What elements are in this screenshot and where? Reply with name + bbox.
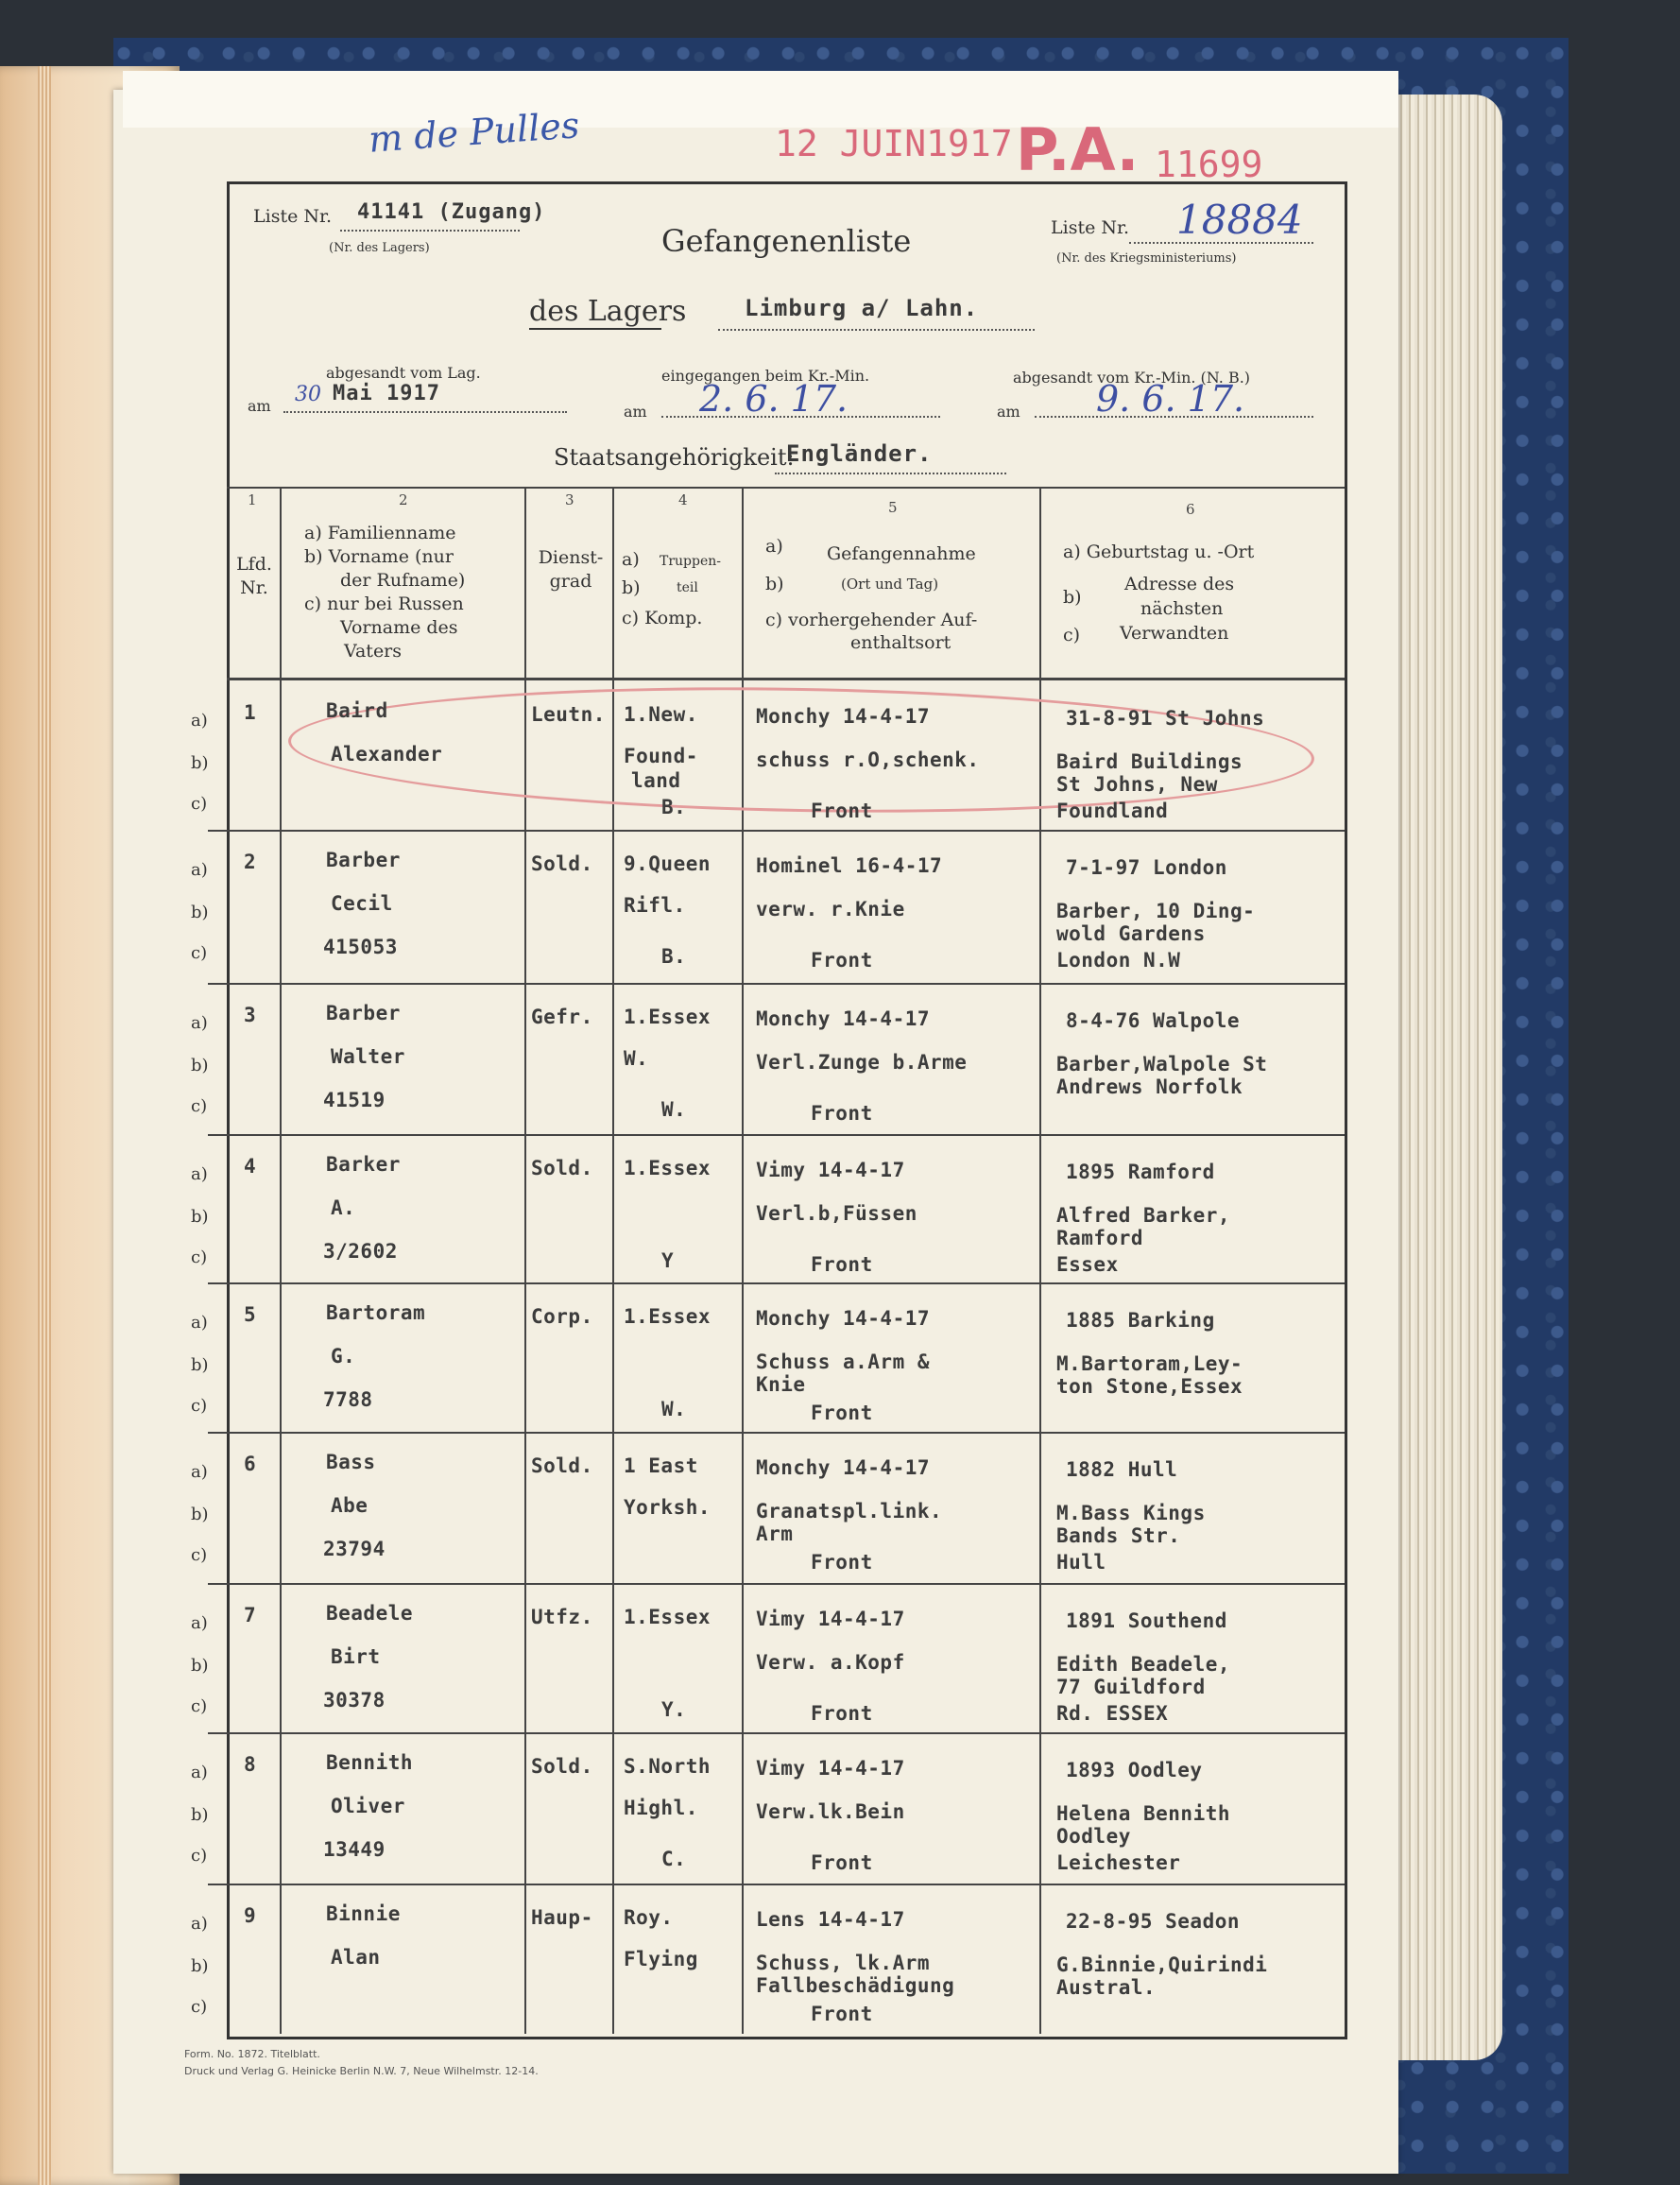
name-surname: Baird <box>326 699 388 722</box>
name-firstname: Abe <box>331 1494 369 1517</box>
relative-line: Edith Beadele, <box>1056 1653 1231 1676</box>
col-divider <box>280 487 282 2034</box>
relative-line: Andrews Norfolk <box>1056 1075 1243 1098</box>
row-label: b) <box>191 1805 209 1825</box>
row-divider <box>208 1134 1345 1136</box>
name-surname: Binnie <box>326 1902 401 1925</box>
col4-header-line: teil <box>677 580 698 595</box>
liste-underline <box>340 230 520 232</box>
row-label: c) <box>191 1696 208 1716</box>
rank: Sold. <box>531 1157 593 1179</box>
rank: Sold. <box>531 852 593 875</box>
unit-line: Found- <box>624 745 698 767</box>
page-stack-edges <box>1389 95 1502 2060</box>
col6-header-line: c) <box>1063 625 1081 645</box>
row-number: 2 <box>244 851 257 873</box>
rank: Sold. <box>531 1454 593 1477</box>
liste2-caption: (Nr. des Kriegsministeriums) <box>1056 251 1237 266</box>
row-label: b) <box>191 1056 209 1075</box>
relative-line: Ramford <box>1056 1227 1144 1249</box>
lager-label: des Lagers <box>529 295 687 328</box>
unit-line: W. <box>661 1398 687 1420</box>
name-firstname: Alexander <box>331 743 443 766</box>
sent2-underline <box>1035 416 1313 418</box>
capture-line: Schuss a.Arm & <box>756 1351 931 1373</box>
name-firstname: Alan <box>331 1946 381 1969</box>
row-label: c) <box>191 794 208 814</box>
unit-line: Y. <box>661 1698 687 1721</box>
form-number: Form. No. 1872. Titelblatt. <box>184 2048 320 2060</box>
relative-line: 8-4-76 Walpole <box>1066 1009 1241 1032</box>
col-num-5: 5 <box>888 499 898 516</box>
capture-line: Hominel 16-4-17 <box>756 854 943 877</box>
liste-label: Liste Nr. <box>253 206 333 227</box>
row-number: 5 <box>244 1303 257 1326</box>
name-service-number: 30378 <box>323 1689 386 1712</box>
lager-underline <box>718 329 1035 331</box>
relative-line: Essex <box>1056 1253 1119 1276</box>
capture-line: Front <box>811 1402 873 1424</box>
col5-header-line: c) vorhergehender Auf- <box>765 610 978 630</box>
row-label: a) <box>191 1313 208 1333</box>
relative-line: Helena Bennith <box>1056 1802 1231 1825</box>
am-label-1: am <box>248 397 271 415</box>
capture-line: verw. r.Knie <box>756 898 905 920</box>
am-label-2: am <box>624 403 647 421</box>
capture-line: Front <box>811 1702 873 1725</box>
col-num-6: 6 <box>1186 501 1195 518</box>
col6-header-line: a) Geburtstag u. -Ort <box>1063 542 1255 562</box>
row-number: 9 <box>244 1904 257 1927</box>
name-firstname: A. <box>331 1196 356 1219</box>
col-num-4: 4 <box>678 491 688 508</box>
table-top-line <box>227 487 1345 489</box>
col1-header-line: Lfd. <box>236 554 272 575</box>
name-firstname: Birt <box>331 1645 381 1668</box>
capture-line: Front <box>811 1102 873 1125</box>
row-divider <box>208 1583 1345 1585</box>
rank: Gefr. <box>531 1006 593 1028</box>
row-number: 4 <box>244 1155 257 1178</box>
capture-line: Lens 14-4-17 <box>756 1908 905 1931</box>
unit-line: B. <box>661 796 687 818</box>
row-label: c) <box>191 1846 208 1866</box>
unit-line: Rifl. <box>624 894 686 917</box>
liste-caption: (Nr. des Lagers) <box>329 241 430 255</box>
capture-line: Front <box>811 800 873 822</box>
rank: Utfz. <box>531 1606 593 1628</box>
relative-line: 22-8-95 Seadon <box>1066 1910 1241 1933</box>
capture-line: Front <box>811 2003 873 2025</box>
relative-line: 77 Guildford <box>1056 1676 1206 1698</box>
name-firstname: Cecil <box>331 892 393 915</box>
col4-header-line: a) <box>622 549 640 570</box>
capture-line: Verl.b,Füssen <box>756 1202 917 1225</box>
relative-line: 1891 Southend <box>1066 1609 1227 1632</box>
sent-day: 30 <box>295 383 321 406</box>
row-label: c) <box>191 1247 208 1267</box>
row-number: 8 <box>244 1753 257 1776</box>
row-label: b) <box>191 1207 209 1227</box>
sent2-caption: abgesandt vom Kr.-Min. (N. B.) <box>1013 369 1251 387</box>
col-num-3: 3 <box>565 491 574 508</box>
capture-line: Front <box>811 1253 873 1276</box>
unit-line: land <box>631 769 681 792</box>
nationality-underline <box>775 473 1006 474</box>
col4-header-line: Truppen- <box>660 554 722 569</box>
sent-underline <box>283 411 567 413</box>
capture-line: Knie <box>756 1373 806 1396</box>
relative-line: Alfred Barker, <box>1056 1204 1231 1227</box>
relative-line: Hull <box>1056 1551 1106 1574</box>
handwritten-note: m de Pulles <box>367 104 581 161</box>
name-service-number: 7788 <box>323 1388 373 1411</box>
row-label: b) <box>191 1505 209 1524</box>
col5-header-line: b) <box>765 574 784 594</box>
rank: Corp. <box>531 1305 593 1328</box>
col1-header <box>231 553 278 600</box>
name-service-number: 41519 <box>323 1089 386 1111</box>
name-surname: Bennith <box>326 1751 414 1774</box>
relative-line: Rd. ESSEX <box>1056 1702 1169 1725</box>
capture-line: Vimy 14-4-17 <box>756 1757 905 1780</box>
col-num-1: 1 <box>248 491 257 508</box>
row-divider <box>208 1432 1345 1434</box>
relative-line: 31-8-91 St Johns <box>1066 707 1265 730</box>
am-label-3: am <box>997 403 1020 421</box>
relative-line: Foundland <box>1056 800 1169 822</box>
capture-line: Monchy 14-4-17 <box>756 705 931 728</box>
row-label: a) <box>191 1914 208 1934</box>
col5-header-line: (Ort und Tag) <box>841 576 939 593</box>
capture-line: Schuss, lk.Arm <box>756 1952 931 1974</box>
unit-line: 1.Essex <box>624 1157 711 1179</box>
relative-line: ton Stone,Essex <box>1056 1375 1243 1398</box>
capture-line: Monchy 14-4-17 <box>756 1456 931 1479</box>
unit-line: W. <box>661 1098 687 1121</box>
col6-header-line: Adresse des <box>1124 574 1235 594</box>
row-label: a) <box>191 1013 208 1033</box>
nationality-value: Engländer. <box>786 440 933 467</box>
rank: Haup- <box>531 1906 593 1929</box>
unit-line: 1.Essex <box>624 1305 711 1328</box>
capture-line: Arm <box>756 1523 794 1545</box>
liste2-label: Liste Nr. <box>1051 217 1130 238</box>
row-label: c) <box>191 1396 208 1416</box>
name-surname: Bass <box>326 1451 376 1473</box>
relative-line: Leichester <box>1056 1851 1181 1874</box>
col3-header-line: Dienst- <box>538 547 604 568</box>
liste2-number: 18884 <box>1176 197 1303 243</box>
capture-line: Verw.lk.Bein <box>756 1800 905 1823</box>
name-service-number: 23794 <box>323 1538 386 1560</box>
unit-line: Highl. <box>624 1797 698 1819</box>
name-firstname: G. <box>331 1345 356 1368</box>
lager-value: Limburg a/ Lahn. <box>745 295 979 321</box>
row-label: b) <box>191 903 209 922</box>
col2-header-line: der Rufname) <box>340 570 466 591</box>
sent-date: Mai 1917 <box>333 382 440 405</box>
col4-header-line: c) Komp. <box>622 608 703 628</box>
row-label: b) <box>191 753 209 773</box>
unit-line: Flying <box>624 1948 698 1970</box>
capture-line: Verl.Zunge b.Arme <box>756 1051 968 1074</box>
capture-line: Verw. a.Kopf <box>756 1651 905 1674</box>
unit-line: B. <box>661 945 687 968</box>
liste-number: 41141 (Zugang) <box>357 200 546 224</box>
col6-header-line: nächsten <box>1140 598 1224 619</box>
capture-line: schuss r.O,schenk. <box>756 748 980 771</box>
nationality-label: Staatsangehörigkeit: <box>554 444 795 471</box>
row-label: b) <box>191 1355 209 1375</box>
unit-line: 1.New. <box>624 703 698 726</box>
capture-line: Monchy 14-4-17 <box>756 1007 931 1030</box>
underlying-page-strip <box>123 71 1398 128</box>
unit-line: Y <box>661 1249 675 1272</box>
capture-line: Granatspl.link. <box>756 1500 943 1523</box>
relative-line: London N.W <box>1056 949 1181 972</box>
rank: Leutn. <box>531 703 606 726</box>
received-underline <box>661 416 940 418</box>
printer-info: Druck und Verlag G. Heinicke Berlin N.W. 7, Neue Wilhelmstr. 12-14. <box>184 2065 539 2077</box>
unit-line: Roy. <box>624 1906 674 1929</box>
relative-line: 1882 Hull <box>1066 1458 1178 1481</box>
row-number: 1 <box>244 701 257 724</box>
row-label: c) <box>191 943 208 963</box>
unit-line: 1.Essex <box>624 1006 711 1028</box>
col2-header-line: Vorname des <box>340 617 458 638</box>
row-label: a) <box>191 711 208 731</box>
row-label: c) <box>191 1545 208 1565</box>
row-number: 6 <box>244 1453 257 1475</box>
row-divider <box>208 1732 1345 1734</box>
col2-header-line: Vaters <box>344 641 403 662</box>
row-divider <box>208 1282 1345 1284</box>
row-label: a) <box>191 1164 208 1184</box>
lager-label-underline <box>529 328 661 330</box>
col2-header-line: a) Familienname <box>304 523 456 543</box>
col1-header-line: Nr. <box>240 577 268 598</box>
col4-header-line: b) <box>622 577 641 598</box>
relative-line: 7-1-97 London <box>1066 856 1227 879</box>
relative-line: wold Gardens <box>1056 922 1206 945</box>
row-label: b) <box>191 1956 209 1976</box>
rank: Sold. <box>531 1755 593 1778</box>
header-bottom-line <box>227 678 1345 680</box>
capture-line: Vimy 14-4-17 <box>756 1608 905 1630</box>
name-surname: Beadele <box>326 1602 414 1625</box>
name-service-number: 13449 <box>323 1838 386 1861</box>
relative-line: 1895 Ramford <box>1066 1161 1215 1183</box>
capture-line: Front <box>811 1551 873 1574</box>
name-surname: Barker <box>326 1153 401 1176</box>
name-service-number: 415053 <box>323 936 398 958</box>
col6-header-line: Verwandten <box>1120 623 1229 644</box>
relative-line: Barber,Walpole St <box>1056 1053 1268 1075</box>
pa-stamp: P.A. <box>1016 115 1140 184</box>
row-label: b) <box>191 1656 209 1676</box>
relative-line: Bands Str. <box>1056 1524 1181 1547</box>
unit-line: 1.Essex <box>624 1606 711 1628</box>
col5-header-line: enthaltsort <box>850 632 951 653</box>
col-num-2: 2 <box>399 491 408 508</box>
name-firstname: Walter <box>331 1045 405 1068</box>
relative-line: M.Bass Kings <box>1056 1502 1206 1524</box>
row-label: a) <box>191 1763 208 1782</box>
relative-line: 1893 Oodley <box>1066 1759 1203 1781</box>
sent2-date: 9. 6. 17. <box>1096 378 1245 420</box>
row-divider <box>208 983 1345 985</box>
relative-line: Baird Buildings <box>1056 750 1243 773</box>
col6-header-line: b) <box>1063 587 1082 608</box>
capture-line: Vimy 14-4-17 <box>756 1159 905 1181</box>
col2-header <box>304 522 522 663</box>
pa-number-stamp: 11699 <box>1155 144 1263 185</box>
name-service-number: 3/2602 <box>323 1240 398 1263</box>
col2-header-line: b) Vorname (nur <box>304 546 454 567</box>
unit-line: Yorksh. <box>624 1496 711 1519</box>
liste2-underline <box>1129 242 1313 244</box>
capture-line: Front <box>811 949 873 972</box>
row-number: 7 <box>244 1604 257 1626</box>
relative-line: 1885 Barking <box>1066 1309 1215 1332</box>
unit-line: 1 East <box>624 1454 698 1477</box>
unit-line: C. <box>661 1848 687 1870</box>
row-label: a) <box>191 1462 208 1482</box>
received-date: 2. 6. 17. <box>699 378 849 420</box>
row-label: c) <box>191 1997 208 2017</box>
col3-header <box>532 546 609 594</box>
row-label: c) <box>191 1096 208 1116</box>
name-surname: Barber <box>326 849 401 871</box>
row-divider <box>208 1884 1345 1885</box>
col3-header-line: grad <box>549 571 592 592</box>
name-surname: Bartoram <box>326 1301 426 1324</box>
name-firstname: Oliver <box>331 1795 405 1817</box>
capture-line: Front <box>811 1851 873 1874</box>
relative-line: M.Bartoram,Ley- <box>1056 1352 1243 1375</box>
col5-header-line: Gefangennahme <box>827 543 976 564</box>
row-label: a) <box>191 860 208 880</box>
relative-line: G.Binnie,Quirindi <box>1056 1953 1268 1976</box>
row-number: 3 <box>244 1004 257 1026</box>
relative-line: Barber, 10 Ding- <box>1056 900 1256 922</box>
sent-caption: abgesandt vom Lag. <box>326 364 481 382</box>
col2-header-line: c) nur bei Russen <box>304 594 464 614</box>
unit-line: S.North <box>624 1755 711 1778</box>
relative-line: Oodley <box>1056 1825 1131 1848</box>
relative-line: Austral. <box>1056 1976 1157 1999</box>
form-title: Gefangenenliste <box>661 223 912 259</box>
col5-header-line: a) <box>765 536 783 557</box>
relative-line: St Johns, New <box>1056 773 1218 796</box>
row-label: a) <box>191 1613 208 1633</box>
unit-line: W. <box>624 1047 649 1070</box>
capture-line: Monchy 14-4-17 <box>756 1307 931 1330</box>
capture-line: Fallbeschädigung <box>756 1974 955 1997</box>
row-divider <box>208 830 1345 832</box>
received-caption: eingegangen beim Kr.-Min. <box>661 367 870 385</box>
unit-line: 9.Queen <box>624 852 711 875</box>
name-surname: Barber <box>326 1002 401 1024</box>
left-page-edges <box>38 66 51 2185</box>
date-stamp: 12 JUIN1917 <box>775 123 1013 164</box>
